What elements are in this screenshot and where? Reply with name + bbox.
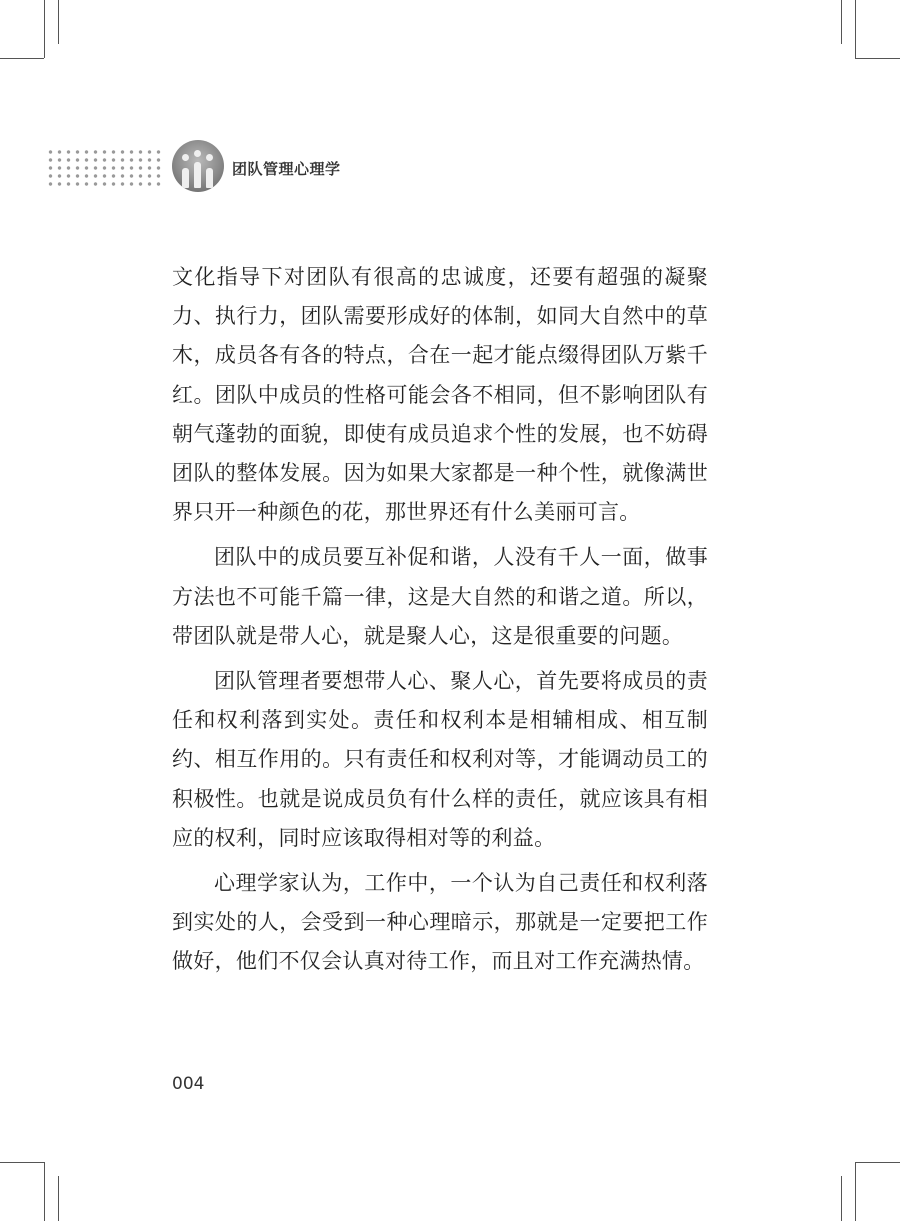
crop-mark-top-right-v xyxy=(841,0,842,44)
crop-mark-bottom-left-v2 xyxy=(58,1176,59,1221)
crop-mark-top-left-v2 xyxy=(58,0,59,44)
crop-mark-top-right-v2 xyxy=(855,0,856,58)
crop-mark-top-left-h xyxy=(0,58,44,59)
crop-mark-top-right-h xyxy=(855,58,900,59)
crop-mark-bottom-right-v2 xyxy=(841,1176,842,1221)
paragraph: 文化指导下对团队有很高的忠诚度，还要有超强的凝聚力、执行力，团队需要形成好的体制，如同大自然中的草木，成员各有各的特点，合在一起才能点缀得团队万紫千红。团队中成员的性格可能会各不相同，但不影响团队有朝气蓬勃的面貌，即使有成员追求个性的发展，也不妨碍团队的整体发展。因为如果大家都是一种个性，就像满世界只开一种颜色的花，那世界还有什么美丽可言。 xyxy=(172,265,708,525)
paragraph: 团队管理者要想带人心、聚人心，首先要将成员的责任和权利落到实处。责任和权利本是相辅相成、相互制约、相互作用的。只有责任和权利对等，才能调动员工的积极性。也就是说成员负有什么样的责任，就应该具有相应的权利，同时应该取得相对等的利益。 xyxy=(172,669,708,850)
body-text xyxy=(172,258,708,982)
page-number: 004 xyxy=(172,1074,205,1094)
crop-mark-bottom-left-h xyxy=(0,1162,44,1163)
crop-mark-bottom-right-v xyxy=(855,1162,856,1221)
running-header-title: 团队管理心理学 xyxy=(232,160,341,178)
crop-mark-top-left-v xyxy=(44,0,45,58)
header-dot-pattern xyxy=(46,148,164,188)
paragraph: 团队中的成员要互补促和谐，人没有千人一面，做事方法也不可能千篇一律，这是大自然的和谐之道。所以，带团队就是带人心，就是聚人心，这是很重要的问题。 xyxy=(172,545,708,648)
crop-mark-bottom-left-v xyxy=(44,1162,45,1221)
team-logo-icon xyxy=(172,140,224,192)
crop-mark-bottom-right-h xyxy=(855,1162,900,1163)
paragraph: 心理学家认为，工作中，一个认为自己责任和权利落到实处的人，会受到一种心理暗示，那就是一定要把工作做好，他们不仅会认真对待工作，而且对工作充满热情。 xyxy=(172,871,708,974)
